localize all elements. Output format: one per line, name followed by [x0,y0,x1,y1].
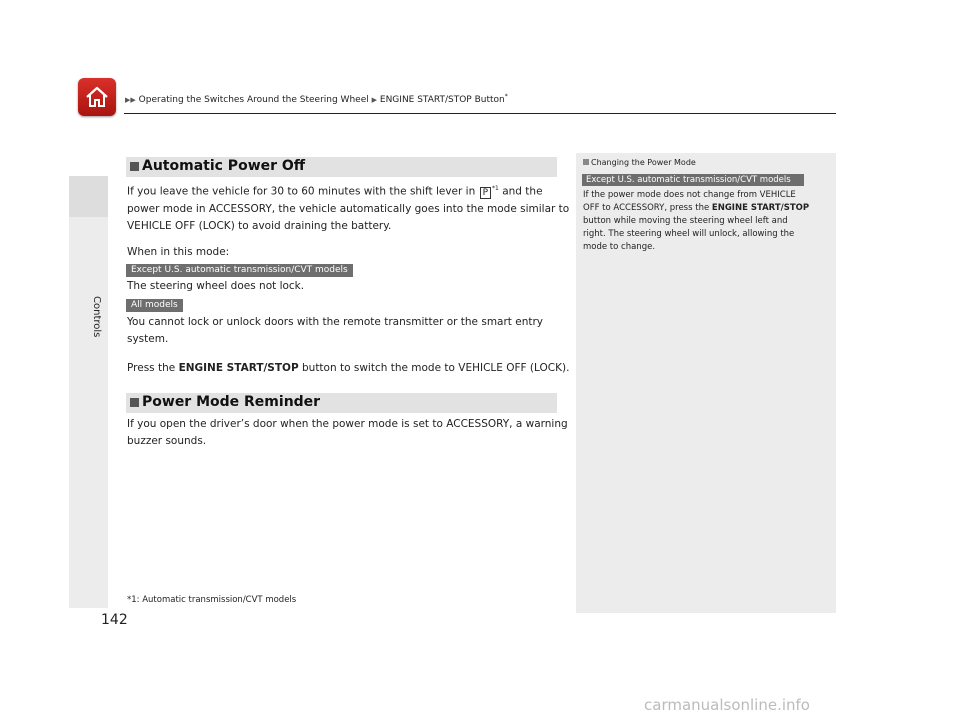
side-label: Controls [91,296,102,338]
page-number: 142 [101,612,128,628]
header-rule [124,113,836,114]
home-icon [84,84,110,110]
side-tab-marker [69,176,108,217]
breadcrumb [125,93,508,105]
section-title: Power Mode Reminder [142,394,321,410]
steering-lock-text: The steering wheel does not lock. [127,280,305,292]
paragraph-auto-off: If you leave the vehicle for 30 to 60 minutes with the shift lever in P $^{*1}$ and the power mode in ACCESSORY, the vehicle automatically goes into the mode similar to VEHICLE OFF (LOCK) to avoid draining the battery. [127,185,570,232]
home-button[interactable] [78,78,116,116]
section-bullet-icon [130,162,139,171]
section-bullet-icon [130,398,139,407]
section-header-automatic-power-off [126,157,557,177]
lock-doors-text: You cannot lock or unlock doors with the remote transmitter or the smart entry system. [127,316,544,345]
breadcrumb-asterisk: * [504,93,508,100]
side-tab-bar [69,217,108,608]
footnote-ref[interactable]: *1 [492,185,499,192]
reminder-paragraph: If you open the driver’s door when the power mode is set to ACCESSORY, a warning buzzer sounds. [127,418,568,447]
section-header-power-mode-reminder [126,393,557,413]
engine-start-stop-label: ENGINE START/STOP [178,362,299,374]
note-body: If the power mode does not change from VEHICLE OFF to ACCESSORY, press the ENGINE START/STOP button while moving the steering wheel left and right. The steering wheel will unlock, allowing the mode to change. [583,190,810,252]
model-tag-all: All models [126,299,183,312]
shift-position-p: P [480,187,491,199]
breadcrumb-part2[interactable]: ENGINE START/STOP Button [379,95,505,105]
breadcrumb-part1[interactable]: Operating the Switches Around the Steering Wheel [138,95,369,105]
note-title: Changing the Power Mode [583,158,696,167]
note-model-tag: Except U.S. automatic transmission/CVT models [582,174,804,186]
note-marker-icon [583,159,589,165]
breadcrumb-arrow-icon: ▶▶ [125,96,136,104]
breadcrumb-arrow-icon: ▶ [371,96,378,104]
press-button-text: Press the ENGINE START/STOP button to switch the mode to VEHICLE OFF (LOCK). [127,362,570,374]
footnote: *1: Automatic transmission/CVT models [127,595,297,605]
watermark: carmanualsonline.info [644,696,810,714]
model-tag-except-us: Except U.S. automatic transmission/CVT models [126,264,353,277]
when-in-mode-text: When in this mode: [127,246,230,258]
section-title: Automatic Power Off [142,158,306,174]
